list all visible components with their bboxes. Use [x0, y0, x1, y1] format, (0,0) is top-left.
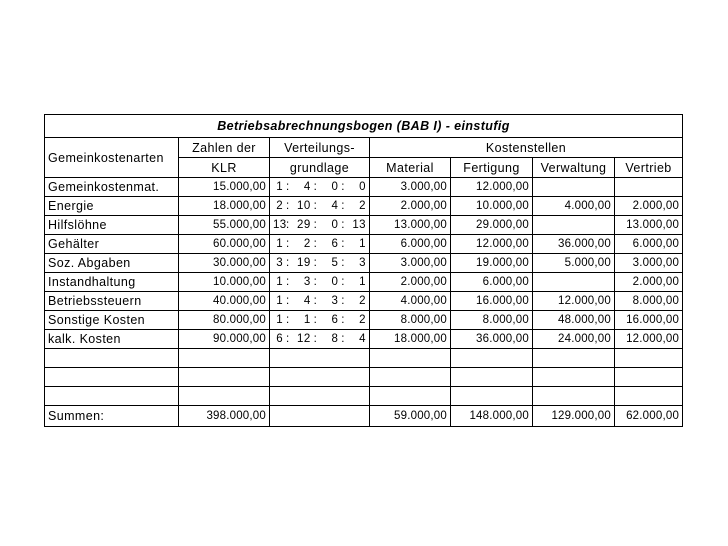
verteilung-part: 3	[331, 295, 339, 307]
row-vertrieb: 8.000,00	[615, 292, 683, 311]
verteilung-part: 1	[276, 295, 283, 307]
row-verwaltung: 24.000,00	[533, 330, 615, 349]
row-name: Instandhaltung	[45, 273, 179, 292]
ratio-separator: :	[341, 257, 345, 269]
ratio-separator: :	[286, 200, 290, 212]
row-klr: 40.000,00	[179, 292, 270, 311]
table-title: Betriebsabrechnungsbogen (BAB I) - einstufig	[45, 115, 683, 138]
empty-row	[45, 387, 683, 406]
empty-cell	[451, 349, 533, 368]
header-vertrieb: Vertrieb	[615, 158, 683, 178]
bab-table	[44, 114, 683, 427]
verteilung-part: 29	[297, 219, 311, 231]
verteilung-part: 1	[276, 276, 283, 288]
empty-cell	[270, 368, 370, 387]
ratio-separator: :	[313, 181, 318, 193]
row-verteilung	[270, 273, 370, 292]
verteilung-part: 1	[276, 314, 283, 326]
table-row	[45, 311, 683, 330]
verteilung-part: 2	[303, 238, 311, 250]
table-row	[45, 178, 683, 197]
row-fertigung: 8.000,00	[451, 311, 533, 330]
verteilung-part: 3	[359, 257, 366, 269]
row-fertigung: 29.000,00	[451, 216, 533, 235]
row-verteilung	[270, 254, 370, 273]
verteilung-part: 1	[303, 314, 311, 326]
row-verwaltung: 36.000,00	[533, 235, 615, 254]
ratio-separator: :	[341, 219, 345, 231]
empty-cell	[451, 368, 533, 387]
row-fertigung: 10.000,00	[451, 197, 533, 216]
header-zahlen-line1: Zahlen der	[179, 138, 270, 158]
row-material: 6.000,00	[370, 235, 451, 254]
row-vertrieb: 12.000,00	[615, 330, 683, 349]
empty-cell	[615, 368, 683, 387]
empty-row	[45, 368, 683, 387]
row-material: 4.000,00	[370, 292, 451, 311]
header-verwaltung: Verwaltung	[533, 158, 615, 178]
row-verwaltung	[533, 216, 615, 235]
header-kostenstellen: Kostenstellen	[370, 138, 683, 158]
row-material: 2.000,00	[370, 197, 451, 216]
row-material: 13.000,00	[370, 216, 451, 235]
row-verteilung	[270, 197, 370, 216]
verteilung-part: 19	[297, 257, 311, 269]
empty-row	[45, 349, 683, 368]
row-name: Hilfslöhne	[45, 216, 179, 235]
table-row	[45, 330, 683, 349]
row-verwaltung	[533, 273, 615, 292]
verteilung-part: 13	[352, 219, 366, 231]
row-name: Soz. Abgaben	[45, 254, 179, 273]
ratio-separator: :	[313, 314, 318, 326]
empty-cell	[533, 349, 615, 368]
ratio-separator: :	[313, 238, 318, 250]
ratio-separator: :	[286, 219, 290, 231]
row-verteilung	[270, 292, 370, 311]
verteilung-part: 3	[276, 257, 283, 269]
row-verwaltung: 48.000,00	[533, 311, 615, 330]
row-fertigung: 36.000,00	[451, 330, 533, 349]
verteilung-part: 6	[331, 314, 339, 326]
table-row	[45, 216, 683, 235]
row-material: 8.000,00	[370, 311, 451, 330]
empty-cell	[270, 387, 370, 406]
empty-cell	[45, 349, 179, 368]
verteilung-part: 4	[303, 295, 311, 307]
verteilung-part: 4	[331, 200, 339, 212]
row-verteilung	[270, 178, 370, 197]
ratio-separator: :	[313, 257, 318, 269]
verteilung-part: 2	[359, 314, 366, 326]
sum-verteilung-empty	[270, 406, 370, 427]
verteilung-part: 1	[276, 181, 283, 193]
verteilung-part: 2	[276, 200, 283, 212]
ratio-separator: :	[313, 333, 318, 345]
row-fertigung: 16.000,00	[451, 292, 533, 311]
verteilung-part: 5	[331, 257, 339, 269]
ratio-separator: :	[313, 295, 318, 307]
row-fertigung: 6.000,00	[451, 273, 533, 292]
row-klr: 18.000,00	[179, 197, 270, 216]
verteilung-part: 0	[359, 181, 366, 193]
verteilung-part: 6	[331, 238, 339, 250]
row-vertrieb: 3.000,00	[615, 254, 683, 273]
table-row	[45, 273, 683, 292]
row-verwaltung	[533, 178, 615, 197]
empty-cell	[45, 368, 179, 387]
ratio-separator: :	[341, 276, 345, 288]
verteilung-part: 1	[359, 238, 366, 250]
verteilung-part: 0	[331, 276, 339, 288]
row-verteilung	[270, 216, 370, 235]
row-verteilung	[270, 330, 370, 349]
row-klr: 80.000,00	[179, 311, 270, 330]
row-material: 3.000,00	[370, 254, 451, 273]
row-vertrieb: 6.000,00	[615, 235, 683, 254]
sum-label: Summen:	[45, 406, 179, 427]
row-fertigung: 19.000,00	[451, 254, 533, 273]
row-fertigung: 12.000,00	[451, 235, 533, 254]
empty-cell	[533, 368, 615, 387]
header-verteilung-line2: grundlage	[270, 158, 370, 178]
row-name: Gehälter	[45, 235, 179, 254]
table-row	[45, 235, 683, 254]
header-zahlen-line2: KLR	[179, 158, 270, 178]
row-fertigung: 12.000,00	[451, 178, 533, 197]
ratio-separator: :	[286, 314, 290, 326]
table-row	[45, 292, 683, 311]
table-row	[45, 197, 683, 216]
verteilung-part: 10	[297, 200, 311, 212]
sum-klr: 398.000,00	[179, 406, 270, 427]
sum-verwaltung: 129.000,00	[533, 406, 615, 427]
row-vertrieb	[615, 178, 683, 197]
ratio-separator: :	[286, 276, 290, 288]
verteilung-part: 2	[359, 295, 366, 307]
row-vertrieb: 2.000,00	[615, 273, 683, 292]
empty-cell	[370, 387, 451, 406]
ratio-separator: :	[286, 333, 290, 345]
row-klr: 30.000,00	[179, 254, 270, 273]
row-klr: 60.000,00	[179, 235, 270, 254]
empty-cell	[270, 349, 370, 368]
row-verwaltung: 4.000,00	[533, 197, 615, 216]
row-verteilung	[270, 311, 370, 330]
ratio-separator: :	[341, 295, 345, 307]
verteilung-part: 3	[303, 276, 311, 288]
empty-cell	[370, 349, 451, 368]
row-vertrieb: 16.000,00	[615, 311, 683, 330]
ratio-separator: :	[313, 219, 318, 231]
row-verteilung	[270, 235, 370, 254]
ratio-separator: :	[341, 181, 345, 193]
row-name: Sonstige Kosten	[45, 311, 179, 330]
verteilung-part: 4	[303, 181, 311, 193]
ratio-separator: :	[341, 200, 345, 212]
row-name: Energie	[45, 197, 179, 216]
row-name: kalk. Kosten	[45, 330, 179, 349]
row-vertrieb: 13.000,00	[615, 216, 683, 235]
header-material: Material	[370, 158, 451, 178]
ratio-separator: :	[286, 238, 290, 250]
verteilung-part: 4	[359, 333, 366, 345]
empty-cell	[451, 387, 533, 406]
empty-cell	[615, 387, 683, 406]
row-klr: 15.000,00	[179, 178, 270, 197]
empty-cell	[615, 349, 683, 368]
row-klr: 55.000,00	[179, 216, 270, 235]
verteilung-part: 1	[359, 276, 366, 288]
header-verteilung-line1: Verteilungs-	[270, 138, 370, 158]
row-klr: 90.000,00	[179, 330, 270, 349]
row-vertrieb: 2.000,00	[615, 197, 683, 216]
row-verwaltung: 12.000,00	[533, 292, 615, 311]
ratio-separator: :	[286, 181, 290, 193]
empty-cell	[179, 368, 270, 387]
row-name: Gemeinkostenmat.	[45, 178, 179, 197]
ratio-separator: :	[341, 314, 345, 326]
row-material: 18.000,00	[370, 330, 451, 349]
sum-fertigung: 148.000,00	[451, 406, 533, 427]
ratio-separator: :	[286, 257, 290, 269]
verteilung-part: 13	[273, 219, 287, 231]
row-material: 3.000,00	[370, 178, 451, 197]
empty-cell	[179, 387, 270, 406]
verteilung-part: 0	[331, 181, 339, 193]
header-fertigung: Fertigung	[451, 158, 533, 178]
verteilung-part: 6	[276, 333, 283, 345]
ratio-separator: :	[313, 200, 318, 212]
empty-cell	[370, 368, 451, 387]
ratio-separator: :	[313, 276, 318, 288]
ratio-separator: :	[341, 333, 345, 345]
empty-cell	[179, 349, 270, 368]
verteilung-part: 8	[331, 333, 339, 345]
row-verwaltung: 5.000,00	[533, 254, 615, 273]
verteilung-part: 2	[359, 200, 366, 212]
empty-cell	[45, 387, 179, 406]
row-name: Betriebssteuern	[45, 292, 179, 311]
sum-material: 59.000,00	[370, 406, 451, 427]
sum-vertrieb: 62.000,00	[615, 406, 683, 427]
verteilung-part: 12	[297, 333, 311, 345]
verteilung-part: 0	[331, 219, 339, 231]
table-row	[45, 254, 683, 273]
empty-cell	[533, 387, 615, 406]
verteilung-part: 1	[276, 238, 283, 250]
row-material: 2.000,00	[370, 273, 451, 292]
ratio-separator: :	[286, 295, 290, 307]
ratio-separator: :	[341, 238, 345, 250]
header-gemeinkostenarten: Gemeinkostenarten	[45, 138, 179, 178]
sum-row	[45, 406, 683, 427]
row-klr: 10.000,00	[179, 273, 270, 292]
